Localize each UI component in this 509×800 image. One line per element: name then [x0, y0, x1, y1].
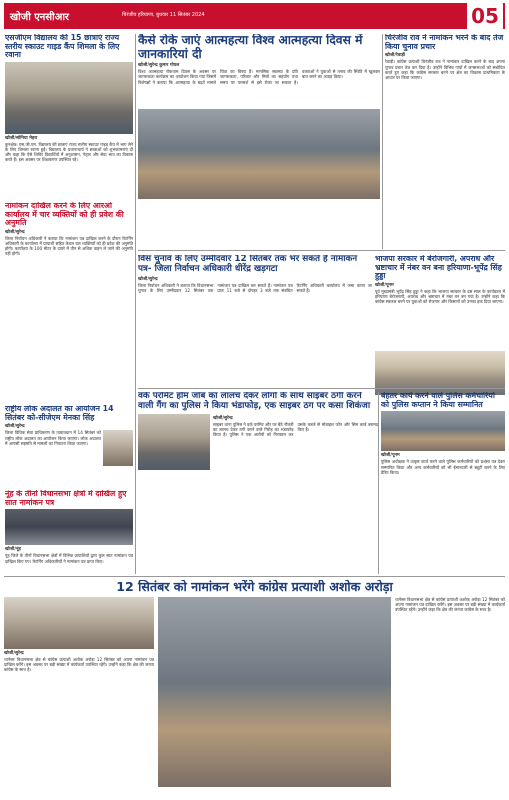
- byline: खोजी/रेवाड़ी: [385, 53, 406, 59]
- byline: खोजी/सुरेन्द्र: [4, 651, 24, 657]
- byline: खोजी/सुरेन्द्र: [5, 230, 25, 236]
- story-chiranjeev-rao: [385, 34, 505, 174]
- byline: खोजी/सुरेन्द्र: [138, 276, 158, 282]
- photo-cjm: [103, 430, 133, 466]
- headline: नूंह के तीनों विधानसभा क्षेत्रों में दाखिल हुए सात नामांकन पत्र: [5, 490, 127, 507]
- story-nuh-nominations: [5, 490, 133, 573]
- story-body: नूंह जिले के तीनों विधानसभा क्षेत्रों में विभिन्न प्रत्याशियों द्वारा कुल सात नामांकन पत्र दाखिल किए गए। रिटर्निंग अधिकारियों ने नामांकन पत्र प्राप्त किए।: [5, 553, 133, 564]
- photo-police: [381, 411, 505, 451]
- column-rule: [135, 34, 136, 574]
- story-ashok-arora: [4, 580, 505, 787]
- photo-seminar: [138, 109, 380, 199]
- byline: खोजी/सुरेन्द्र: [5, 424, 25, 430]
- story-cyber-fraud: [138, 392, 378, 470]
- byline: खोजी/नूंह: [5, 547, 21, 553]
- story-lok-adalat: [5, 405, 133, 484]
- photo-nuh: [5, 509, 133, 545]
- headline: चिरंजीव राव ने नामांकन भरने के बाद तेज किया चुनाव प्रचार: [385, 34, 504, 51]
- story-body-cont: थानेसर विधानसभा क्षेत्र से कांग्रेस प्रत्याशी अशोक अरोड़ा 12 सितंबर को अपना नामांकन पत्र दाखिल करेंगे। इस अवसर पर बड़ी संख्या में कार्यकर्ता उपस्थित रहेंगे। उन्होंने कहा कि क्षेत्र की जनता कांग्रेस के साथ है।: [395, 597, 505, 613]
- masthead: [4, 3, 505, 29]
- column-rule: [378, 392, 379, 574]
- byline: खोजी/पूनम: [375, 283, 394, 289]
- story-body: विश्व आत्महत्या रोकथाम दिवस के अवसर पर जागरूकता कार्यक्रम का आयोजन किया गया जिसमें विशेषज्ञों ने बताया कि आत्महत्या के बढ़ते मामले चिंता का विषय हैं। मानसिक स्वास्थ्य के प्रति जागरूकता, परिवार और मित्रों का सहयोग तथा समय पर परामर्श से इसे रोका जा सकता है। वक्ताओं ने युवाओं से तनाव की स्थिति में खुलकर बात करने का आग्रह किया।: [138, 69, 380, 85]
- headline: 12 सितंबर को नामांकन भरेंगे कांग्रेस प्रत्याशी अशोक अरोड़ा: [116, 580, 393, 594]
- photo-accused: [138, 414, 210, 470]
- photo-rally: [158, 597, 391, 787]
- row-rule: [4, 576, 505, 577]
- byline: खोजी/सुरेन्द्र कुमार गोयल: [138, 63, 180, 69]
- headline: वर्क परमिट होम जॉब का लालच देकर लोगों के साथ साइबर ठगी करने वाली गैंग का पुलिस ने किया भंडाफोड़, एक साइबर ठग पर कसा शिकंजा: [138, 392, 371, 411]
- story-nomination-deadline: [138, 255, 372, 398]
- story-body: जिला निर्वाचन अधिकारी ने बताया कि विधानसभा चुनाव के लिए उम्मीदवार 12 सितंबर तक नामांकन पत्र दाखिल कर सकते हैं। नामांकन पत्र प्रातः 11 बजे से दोपहर 3 बजे तक संबंधित रिटर्निंग अधिकारी कार्यालय में जमा कराए जा सकते हैं।: [138, 282, 372, 293]
- story-body: थानेसर विधानसभा क्षेत्र से कांग्रेस प्रत्याशी अशोक अरोड़ा 12 सितंबर को अपना नामांकन पत्र दाखिल करेंगे। इस अवसर पर बड़ी संख्या में कार्यकर्ता उपस्थित रहेंगे। उन्होंने कहा कि क्षेत्र की जनता कांग्रेस के साथ है।: [4, 657, 154, 673]
- headline: बेहतर कार्य करने वाले पुलिस कर्मचारियों को पुलिस कप्तान ने किया सम्मानित: [381, 392, 495, 409]
- story-body: कुरुक्षेत्र। एस.जी.एम. विद्यालय की छात्राएं राज्य स्तरीय स्काउट गाइड कैंप में भाग लेने के लिए शिमला रवाना हुईं। विद्यालय के प्रधानाचार्य ने छात्राओं को शुभकामनाएं दीं और कहा कि ऐसे शिविर विद्यार्थियों में अनुशासन, नेतृत्व और सेवा भाव का विकास करते हैं। इस अवसर पर शिक्षकगण उपस्थित रहे।: [5, 142, 133, 163]
- headline: विस चुनाव के लिए उम्मीदवार 12 सितंबर तक भर सकते हैं नामांकन पत्र- जिला निर्वाचन अधिकारी धीरेंद्र खड़गटा: [138, 255, 358, 274]
- story-body: साइबर थाना पुलिस ने वर्क परमिट और घर बैठे नौकरी का लालच देकर ठगी करने वाले गिरोह का भंडाफोड़ किया है। पुलिस ने एक आरोपी को गिरफ्तार कर उसके कब्जे से मोबाइल फोन और सिम कार्ड बरामद किए हैं।: [213, 421, 378, 437]
- headline: भाजपा सरकार में बेरोजगारी, अपराध और भ्रष्टाचार में नंबर वन बना हरियाणा-भूपेंद्र सिंह हुड्डा: [375, 255, 502, 281]
- byline: खोजी/सुरेन्द्र: [213, 415, 233, 421]
- story-police-honour: [381, 392, 505, 505]
- byline: खोजी/पूनम: [381, 453, 400, 459]
- headline: कैसे रोके जाएं आत्महत्या विश्व आत्महत्या दिवस में जानकारियां दी: [138, 34, 363, 61]
- photo-scouts: [5, 62, 133, 134]
- story-scouts: [5, 34, 133, 180]
- photo-arora: [4, 597, 154, 649]
- column-rule: [382, 34, 383, 249]
- story-hooda: [375, 255, 505, 395]
- headline: नामांकन दाखिल करने के लिए आरओ कार्यालय में चार व्यक्तियों को ही प्रवेश की अनुमति: [5, 202, 124, 228]
- row-rule: [138, 250, 505, 251]
- story-suicide-prevention: [138, 34, 380, 199]
- headline: राष्ट्रीय लोक अदालत का आयोजन 14 सितंबर को-सीजेएम मेनका सिंह: [5, 405, 114, 422]
- story-nomination-entry: [5, 202, 133, 348]
- row-rule: [138, 388, 505, 389]
- story-body: पूर्व मुख्यमंत्री भूपेंद्र सिंह हुड्डा ने कहा कि भाजपा सरकार के दस साल के कार्यकाल में हरियाणा बेरोजगारी, अपराध और भ्रष्टाचार में नंबर वन बन गया है। उन्होंने कहा कि कांग्रेस सरकार बनने पर युवाओं को रोजगार और किसानों को उनका हक दिया जाएगा।: [375, 289, 505, 305]
- brand-name: खोजी एनसीआर: [10, 12, 70, 23]
- issue-date: चिरंजीव हरियाणा, बुधवार 11 सितंबर 2024: [122, 12, 205, 18]
- story-body: जिला निर्वाचन अधिकारी ने बताया कि नामांकन पत्र दाखिल करने के दौरान रिटर्निंग अधिकारी के कार्यालय में प्रत्याशी सहित केवल चार व्यक्तियों को ही प्रवेश की अनुमति होगी। कार्यालय के 100 मीटर के दायरे में तीन से अधिक वाहन ले जाने की अनुमति नहीं होगी।: [5, 236, 133, 257]
- headline: एसजीएम विद्यालय की 15 छात्राएं राज्य स्तरीय स्काउट गाइड कैंप शिमला के लिए रवाना: [5, 34, 120, 60]
- story-body: जिला विधिक सेवा प्राधिकरण के तत्वावधान में 14 सितंबर को राष्ट्रीय लोक अदालत का आयोजन किया जाएगा। लोक अदालत में आपसी सहमति से मामलों का निपटारा किया जाएगा।: [5, 430, 101, 446]
- story-body: रेवाड़ी। कांग्रेस प्रत्याशी चिरंजीव राव ने नामांकन दाखिल करने के बाद अपना चुनाव प्रचार तेज कर दिया है। उन्होंने विभिन्न गांवों में जनसभाओं को संबोधित करते हुए कहा कि कांग्रेस सरकार बनने पर क्षेत्र का विकास प्राथमिकता के आधार पर किया जाएगा।: [385, 59, 505, 80]
- byline: खोजी/सोनिया मेहरा: [5, 136, 38, 142]
- page-number: 05: [467, 1, 503, 31]
- story-body: पुलिस अधीक्षक ने उत्कृष्ट कार्य करने वाले पुलिस कर्मचारियों को प्रशंसा पत्र देकर सम्मानित किया और अन्य कर्मचारियों को भी ईमानदारी से ड्यूटी करने के लिए प्रेरित किया।: [381, 459, 505, 475]
